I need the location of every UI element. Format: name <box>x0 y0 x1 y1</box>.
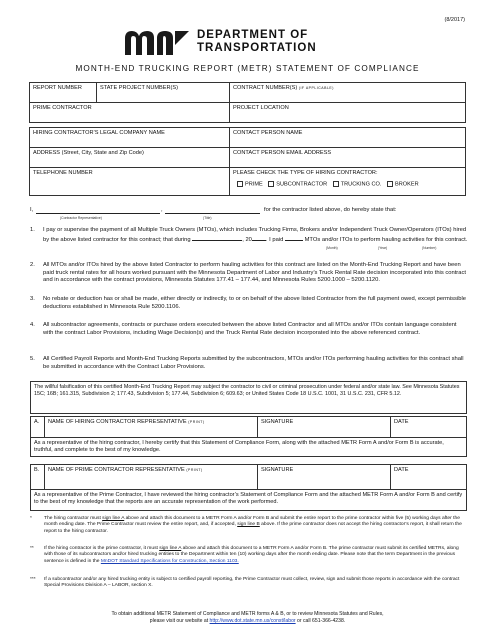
trucking-option-label: TRUCKING CO. <box>340 181 382 188</box>
section-b-name-field[interactable] <box>45 465 258 490</box>
telephone-label: TELEPHONE NUMBER <box>33 170 93 176</box>
report-number-label: REPORT NUMBER <box>33 85 82 91</box>
footnote-2 <box>30 546 468 570</box>
footnote-3 <box>30 577 468 593</box>
item-4-text: All subcontractor agreements, contracts or purchase orders executed between the above listed Contractor and all MTOs and/or ITOs contain language consistent with the contract Labor Provisions, including Wage Decision(s) and the Truck Rental Rate decision incorporated into the above referenced contract. <box>43 322 457 336</box>
item-number: 4. <box>30 322 35 328</box>
item-1-year-prefix: 20 <box>245 236 252 243</box>
item-number: 3. <box>30 296 35 302</box>
prime-option-label: PRIME <box>245 181 263 188</box>
prime-contractor-label: PRIME CONTRACTOR <box>33 105 92 111</box>
falsification-warning <box>30 381 467 414</box>
footer-line-1: To obtain additional METR Statement of Compliance and METR forms A & B, or to review Minnesota Statutes and Rules, <box>111 611 384 617</box>
contact-name-field[interactable] <box>230 128 466 148</box>
year-input[interactable] <box>252 235 266 241</box>
trucking-co-checkbox[interactable] <box>333 181 339 187</box>
section-b-date-label: DATE <box>394 467 409 473</box>
footnote-marker: * <box>30 516 32 521</box>
item-5-text: All Certified Payroll Reports and Month-End Trucking Reports submitted by the subcontractors, MTOs and/or ITOs performing hauling activities for this contract shall be submitted in accordance with the Contract Labor Provisions. <box>43 356 464 370</box>
section-a-signature-label: SIGNATURE <box>261 419 294 425</box>
month-caption: (Month) <box>326 246 338 250</box>
form-title: MONTH-END TRUCKING REPORT (METR) STATEMENT OF COMPLIANCE <box>75 64 420 73</box>
page-footer <box>0 611 495 625</box>
contract-number-note: (IF APPLICABLE) <box>298 86 334 90</box>
section-b-name-label: NAME OF PRIME CONTRACTOR REPRESENTATIVE <box>48 467 185 473</box>
logo-wordmark <box>197 29 317 55</box>
representative-title-input[interactable] <box>165 206 260 214</box>
mndot-logo <box>123 28 373 56</box>
logo-line-2: TRANSPORTATION <box>197 42 317 54</box>
revision-date: (8/2017) <box>444 17 465 23</box>
footnote-2-text-b: above and attach this document to a METR Form A and/or Form B. The prime contractor must submit its certified METRs, along with those of its subcontractors and/or hired trucking entities to the Department within ten (10) working days after the month ending date. Please note that the term Department in the previous sentence is defined in the <box>44 546 459 564</box>
footnote-1-text-b: above and attach this document to a METR Form A and/or Form B and submit the entire report to the prime contractor within five (5) working days after the month ending date. The Prime Contractor must review the entire report, and, if accepted, <box>44 516 460 528</box>
statement-item-1 <box>30 227 468 257</box>
footnote-2-text-a: If the hiring contractor is the prime contractor, it must <box>44 546 158 551</box>
contractor-info-table <box>29 127 466 196</box>
cert-comma: , <box>161 207 163 213</box>
item-1-text-b: and/or ITOs to perform hauling activities for this contract. <box>321 236 468 243</box>
logo-line-1: DEPARTMENT OF <box>197 29 309 41</box>
section-a-date-label: DATE <box>394 419 409 425</box>
footnote-3-text: If a subcontractor and/or any hired trucking entity is subject to certified payroll reporting, the Prime Contractor must collect, review, sign and submit those reports in accordance with the contract Special Provisions Division A – LABOR, section X. <box>44 577 460 589</box>
footer-text-b: or call 651-366-4238. <box>297 618 346 624</box>
section-a-signature <box>30 416 467 457</box>
contact-email-label: CONTACT PERSON EMAIL ADDRESS <box>233 150 332 156</box>
footer-text-a: please visit our website at <box>149 618 209 624</box>
address-field[interactable] <box>30 148 230 168</box>
item-1-paid: . I paid <box>265 236 284 243</box>
section-a-signature-field[interactable] <box>258 417 391 438</box>
cert-statement: for the contractor listed above, do hereby state that: <box>264 207 397 213</box>
footnote-marker: ** <box>30 546 34 551</box>
mn-logo-icon <box>123 28 191 56</box>
section-b-certification-text: As a representative of the Prime Contractor, I have reviewed the hiring contractor’s Statement of Compliance Form and the attached METR Form A and/or Form B and certify to the best of my knowledge that the reports are an accurate representation of the work performed. <box>31 490 467 511</box>
warning-text: The willful falsification of this certified Month-End Trucking Report may subject the contractor to civil or criminal prosecution under federal and/or state law. See Minnesota Statutes 15C; 16B; 161.315, Subdivision 2; 177.43, Subdivision 5; 177.44, Subdivision 6; 609.63; or United States Code 18 U.S.C. 1001, 31 U.S.C. 231, CFR 5.12. <box>34 384 460 398</box>
section-a-name-label: NAME OF HIRING CONTRACTOR REPRESENTATIVE <box>48 419 187 425</box>
representative-name-input[interactable] <box>36 206 160 214</box>
footer-line-2 <box>0 618 495 625</box>
title-caption: (Title) <box>203 216 212 220</box>
subcontractor-option-label: SUBCONTRACTOR <box>276 181 328 188</box>
project-location-field[interactable] <box>230 103 466 123</box>
item-1-mtos: MTOs <box>304 236 321 243</box>
section-a-name-field[interactable] <box>45 417 258 438</box>
mto-count-input[interactable] <box>285 235 303 241</box>
section-b-signature <box>30 464 467 511</box>
item-number: 1. <box>30 227 35 233</box>
prime-checkbox[interactable] <box>237 181 243 187</box>
labor-website-link[interactable]: http://www.dot.state.mn.us/const/labor <box>209 618 296 624</box>
section-b-print-note: (PRINT) <box>186 468 203 472</box>
prime-contractor-field[interactable] <box>30 103 230 123</box>
month-input[interactable] <box>192 235 242 241</box>
footnote-1-text-c: above. If the prime contractor does not accept the hiring contractor’s report, it shall return the report to the hiring contractor. <box>44 522 462 534</box>
representative-caption: (Contractor Representative) <box>60 216 102 220</box>
contract-number-field[interactable] <box>230 83 466 103</box>
footnote-marker: *** <box>30 577 36 582</box>
contractor-type-label: PLEASE CHECK THE TYPE OF HIRING CONTRACTOR: <box>233 170 378 176</box>
section-a-certification-text: As a representative of the hiring contractor, I hereby certify that this Statement of Compliance Form, along with the attached METR Form A and/or Form B is accurate, truthful, and complete to the best of my knowledge. <box>31 438 467 457</box>
footnote-1-text-a: The hiring contractor must <box>44 516 101 521</box>
footnote-1-sign-a: sign line A <box>102 516 125 521</box>
item-number: 2. <box>30 262 35 268</box>
item-3-text: No rebate or deduction has or shall be made, either directly or indirectly, to or on behalf of the above listed Contractor from the full payment owed, except permissible deductions established in Minnesota Rule 5200.1106. <box>43 296 466 310</box>
address-label: ADDRESS (Street, City, State and Zip Code) <box>33 150 144 156</box>
subcontractor-checkbox[interactable] <box>268 181 274 187</box>
section-a-print-note: (PRINT) <box>188 420 205 424</box>
contact-email-field[interactable] <box>230 148 466 168</box>
project-info-table <box>29 82 466 123</box>
section-a-date-field[interactable] <box>391 417 467 438</box>
section-b-date-field[interactable] <box>391 465 467 490</box>
hiring-company-field[interactable] <box>30 128 230 148</box>
telephone-field[interactable] <box>30 168 230 196</box>
project-location-label: PROJECT LOCATION <box>233 105 289 111</box>
number-caption: (Number) <box>422 246 437 250</box>
contact-name-label: CONTACT PERSON NAME <box>233 130 303 136</box>
state-project-field[interactable] <box>97 83 230 103</box>
broker-option-label: BROKER <box>395 181 419 188</box>
year-caption: (Year) <box>378 246 388 250</box>
mndot-specifications-link[interactable]: MnDOT Standard Specifications for Construction, Section 1103. <box>100 558 239 564</box>
item-1-comma: , <box>242 236 244 243</box>
section-b-letter: B. <box>31 465 45 490</box>
item-2-text: All MTOs and/or ITOs hired by the above listed Contractor to perform hauling activities for this contract are listed on the Month-End Trucking Report and have been paid truck rental rates for all hours worked pursuant with the Minnesota Department of Labor and Industry’s Truck Rental Rate decision incorporated into this contract and in accordance with the contract provisions, Minnesota Statutes 177.41 – 177.44, and Minnesota Rules 5200.1000 – 5200.1120. <box>43 262 466 284</box>
footnote-1-sign-b: sign line B <box>237 522 260 528</box>
item-number: 5. <box>30 356 35 362</box>
section-b-signature-label: SIGNATURE <box>261 467 294 473</box>
footnote-1 <box>30 516 468 538</box>
section-b-signature-field[interactable] <box>258 465 391 490</box>
item-1-text-a: I pay or supervise the payment of all Multiple Truck Owners (MTOs), which includes Trucking Firms, Brokers and/or Independent Truck Owner/Operators (ITOs) hired by the above listed contractor for this contract; that during <box>43 227 467 243</box>
footnote-2-sign-a: sign line A <box>159 546 182 551</box>
state-project-label: STATE PROJECT NUMBER(S) <box>100 85 179 91</box>
broker-checkbox[interactable] <box>387 181 393 187</box>
cert-i-label: I, <box>30 207 34 213</box>
contractor-type-field <box>230 168 466 196</box>
section-a-letter: A. <box>31 417 45 438</box>
contract-number-label: CONTRACT NUMBER(S) <box>233 85 298 91</box>
report-number-field[interactable] <box>30 83 97 103</box>
hiring-company-label: HIRING CONTRACTOR’S LEGAL COMPANY NAME <box>33 130 165 136</box>
